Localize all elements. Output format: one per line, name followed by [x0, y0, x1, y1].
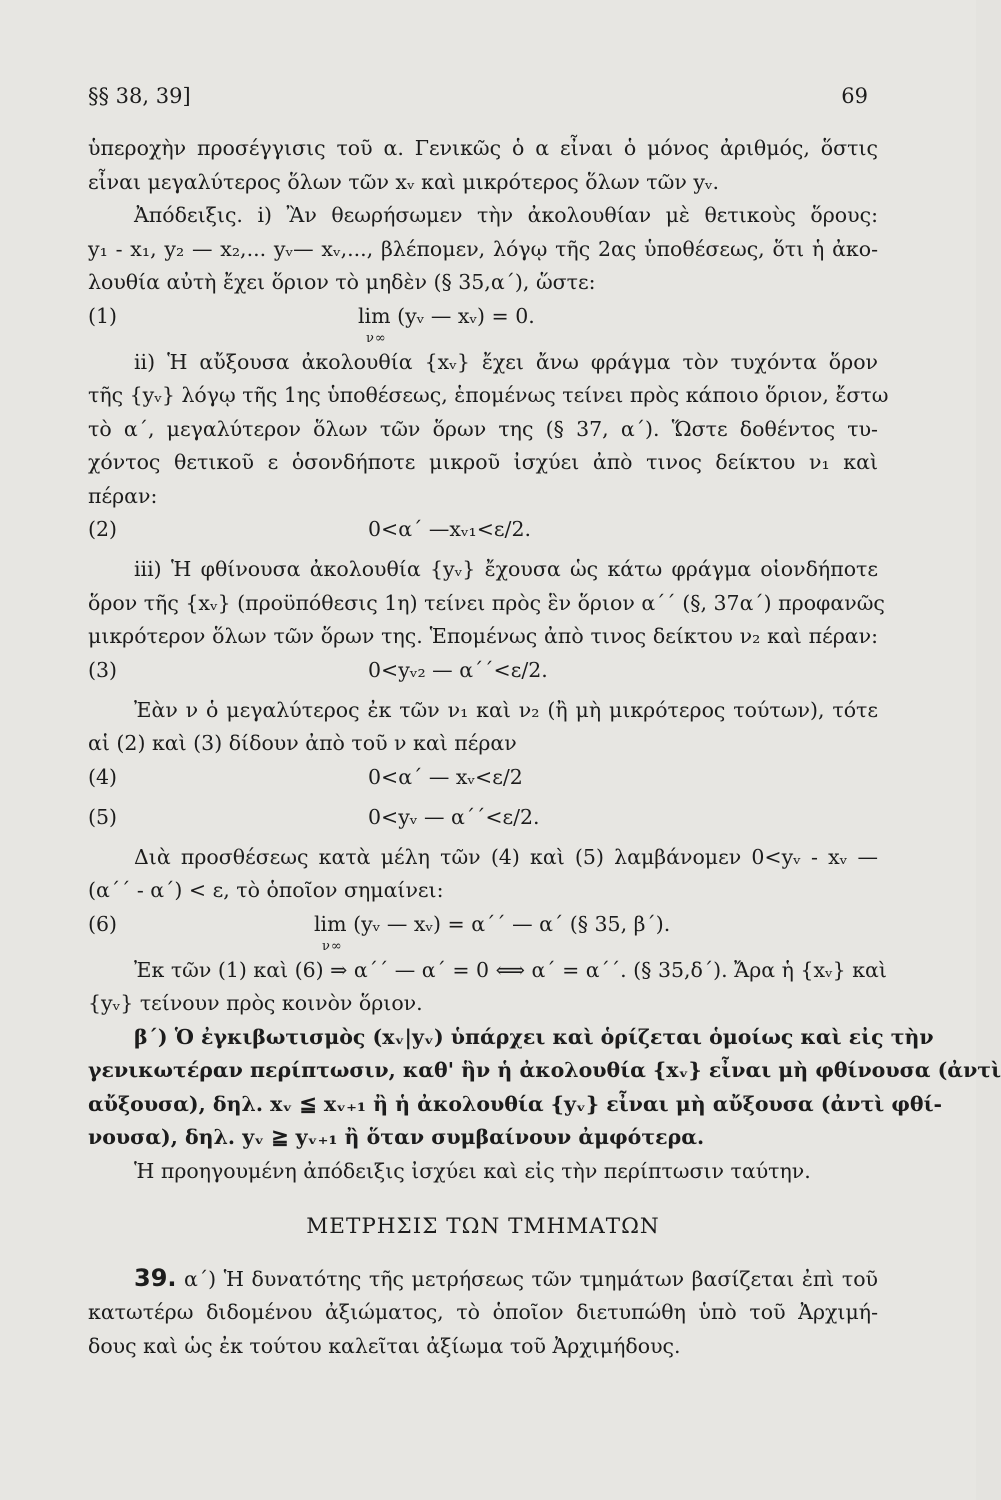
- equation-number: (4): [88, 764, 118, 789]
- equation-3: [88, 654, 878, 694]
- equation-2: [88, 513, 878, 553]
- section-number: 39.: [134, 1263, 177, 1292]
- text-line: {yᵥ} τείνουν πρὸς κοινὸν ὅριον.: [88, 991, 423, 1015]
- limit-operator: lim ν∞: [314, 908, 347, 942]
- equation-4: [88, 761, 878, 801]
- limit-subscript: ν∞: [366, 330, 387, 346]
- equation-expression: lim ν∞ (yᵥ — xᵥ) = α΄΄ — α΄ (§ 35, β΄).: [314, 908, 670, 942]
- text-line: μικρότερον ὅλων τῶν ὅρων της. Ἑπομένως ἀπὸ τινος δείκτου ν₂ καὶ πέραν:: [88, 624, 878, 648]
- equation-number: (6): [88, 911, 118, 936]
- equation-expression: 0<yᵥ₂ — α΄΄<ε/2.: [368, 657, 548, 682]
- text-line: 39. α΄) Ἡ δυνατότης τῆς μετρήσεως τῶν τμημάτων βασίζεται ἐπὶ τοῦ: [134, 1263, 878, 1292]
- equation-6: [88, 908, 878, 954]
- text-line: πέραν:: [88, 483, 158, 508]
- text-line: Ἐκ τῶν (1) καὶ (6) ⇒ α΄΄ — α΄ = 0 ⟺ α΄ = α΄΄. (§ 35,δ΄). Ἄρα ἡ {xᵥ} καὶ: [134, 957, 887, 982]
- equation-expression: 0<α΄ — xᵥ<ε/2: [368, 764, 523, 789]
- limit-operator: lim ν∞: [358, 300, 391, 334]
- text-line: αἱ (2) καὶ (3) δίδουν ἀπὸ τοῦ ν καὶ πέραν: [88, 731, 517, 755]
- text-line: εἶναι μεγαλύτερος ὅλων τῶν xᵥ καὶ μικρότερος ὅλων τῶν yᵥ.: [88, 169, 720, 194]
- text-line: χόντος θετικοῦ ε ὁσονδήποτε μικροῦ ἰσχύει ἀπὸ τινος δείκτου ν₁ καὶ: [88, 450, 878, 474]
- equation-number: (1): [88, 303, 118, 328]
- text-line: ii) Ἡ αὔξουσα ἀκολουθία {xᵥ} ἔχει ἄνω φράγμα τὸν τυχόντα ὅρον: [134, 349, 878, 374]
- page-number: 69: [841, 84, 868, 108]
- text-line: γενικωτέραν περίπτωσιν, καθ' ἣν ἡ ἀκολουθία {xᵥ} εἶναι μὴ φθίνουσα (ἀντὶ: [88, 1058, 1001, 1082]
- text-line: ὅρον τῆς {xᵥ} (προϋπόθεσις 1η) τείνει πρὸς ἓν ὅριον α΄΄ (§, 37α΄) προφανῶς: [88, 590, 885, 615]
- text-line: ὑπεροχὴν προσέγγισις τοῦ α. Γενικῶς ὁ α εἶναι ὁ μόνος ἀριθμός, ὅστις: [88, 136, 878, 160]
- equation-number: (3): [88, 657, 118, 682]
- text-line: νουσα), δηλ. yᵥ ≧ yᵥ₊₁ ἢ ὅταν συμβαίνουν ἀμφότερα.: [88, 1125, 705, 1149]
- equation-5: [88, 801, 878, 841]
- text-line: τὸ α΄, μεγαλύτερον ὅλων τῶν ὅρων της (§ 37, α΄). Ὥστε δοθέντος τυ-: [88, 416, 878, 441]
- text-line: (α΄΄ - α΄) < ε, τὸ ὁποῖον σημαίνει:: [88, 878, 444, 902]
- text-line: λουθία αὐτὴ ἔχει ὅριον τὸ μηδὲν (§ 35,α΄), ὥστε:: [88, 270, 596, 294]
- section-title: ΜΕΤΡΗΣΙΣ ΤΩΝ ΤΜΗΜΑΤΩΝ: [306, 1214, 660, 1239]
- text-line: δους καὶ ὡς ἐκ τούτου καλεῖται ἀξίωμα τοῦ Ἀρχιμήδους.: [88, 1333, 681, 1358]
- limit-subscript: ν∞: [322, 938, 343, 954]
- equation-expression: 0<α΄ —xᵥ₁<ε/2.: [368, 517, 532, 541]
- text-line: τῆς {yᵥ} λόγῳ τῆς 1ης ὑποθέσεως, ἑπομένως τείνει πρὸς κάποιο ὅριον, ἔστω: [88, 383, 889, 407]
- text-line: κατωτέρω διδομένου ἀξιώματος, τὸ ὁποῖον διετυπώθη ὑπὸ τοῦ Ἀρχιμή-: [88, 1300, 878, 1324]
- text-line: Ἀπόδειξις. i) Ἂν θεωρήσωμεν τὴν ἀκολουθίαν μὲ θετικοὺς ὅρους:: [134, 203, 878, 227]
- section-reference: §§ 38, 39]: [88, 84, 191, 108]
- equation-expression: 0<yᵥ — α΄΄<ε/2.: [368, 804, 540, 829]
- page-body: [88, 132, 1001, 1363]
- text-line: β΄) Ὁ ἐγκιβωτισμὸς (xᵥ|yᵥ) ὑπάρχει καὶ ὁρίζεται ὁμοίως καὶ εἰς τὴν: [134, 1024, 934, 1049]
- page-header: [88, 84, 868, 120]
- equation-number: (2): [88, 517, 118, 541]
- equation-1: [88, 300, 878, 346]
- equation-expression: lim ν∞ (yᵥ — xᵥ) = 0.: [358, 300, 535, 334]
- text-line: αὔξουσα), δηλ. xᵥ ≦ xᵥ₊₁ ἢ ἡ ἀκολουθία {yᵥ} εἶναι μὴ αὔξουσα (ἀντὶ φθί-: [88, 1091, 943, 1116]
- text-line: Διὰ προσθέσεως κατὰ μέλη τῶν (4) καὶ (5) λαμβάνομεν 0<yᵥ - xᵥ —: [134, 844, 878, 869]
- text-line: iii) Ἡ φθίνουσα ἀκολουθία {yᵥ} ἔχουσα ὡς κάτω φράγμα οἱονδήποτε: [134, 557, 878, 581]
- equation-number: (5): [88, 804, 118, 829]
- text-line: y₁ - x₁, y₂ — x₂,... yᵥ— xᵥ,..., βλέπομεν, λόγῳ τῆς 2ας ὑποθέσεως, ὅτι ἡ ἀκο-: [88, 236, 878, 261]
- text-line: Ἐὰν ν ὁ μεγαλύτερος ἐκ τῶν ν₁ καὶ ν₂ (ἢ μὴ μικρότερος τούτων), τότε: [134, 697, 878, 722]
- text-line: Ἡ προηγουμένη ἀπόδειξις ἰσχύει καὶ εἰς τὴν περίπτωσιν ταύτην.: [134, 1158, 811, 1183]
